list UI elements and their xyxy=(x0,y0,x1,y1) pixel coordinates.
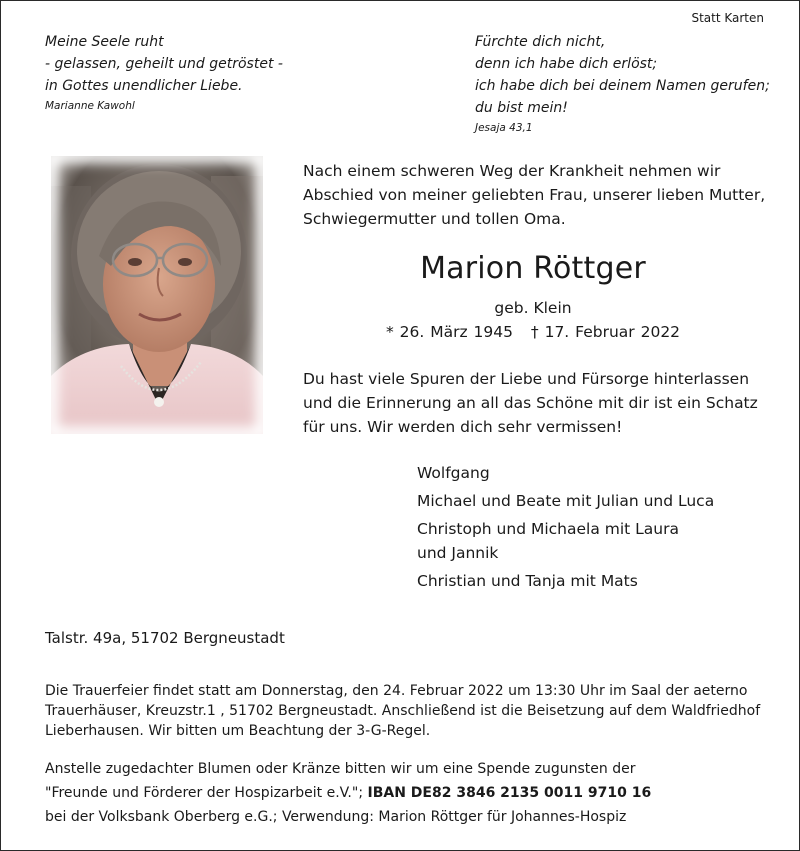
donation-line xyxy=(45,781,785,805)
funeral-line: Lieberhausen. Wir bitten um Beachtung der 3-G-Regel. xyxy=(45,723,431,739)
intro-line: Schwiegermutter und tollen Oma. xyxy=(303,210,566,228)
family-member: Michael und Beate mit Julian und Luca xyxy=(417,492,715,510)
quote-right-line: denn ich habe dich erlöst; xyxy=(475,56,658,72)
donation-line: bei der Volksbank Oberberg e.G.; Verwendung: Marion Röttger für Johannes-Hospiz xyxy=(45,809,627,825)
quote-left-line: in Gottes unendlicher Liebe. xyxy=(45,78,243,94)
donation-iban: IBAN DE82 3846 2135 0011 9710 16 xyxy=(367,785,652,801)
deceased-name: Marion Röttger xyxy=(420,251,646,286)
quote-left-line: Meine Seele ruht xyxy=(45,34,164,50)
funeral-line: Trauerhäuser, Kreuzstr.1 , 51702 Bergneustadt. Anschließend ist die Beisetzung auf dem Waldfriedhof xyxy=(45,703,761,719)
portrait-photo xyxy=(51,156,263,434)
donation-line: Anstelle zugedachter Blumen oder Kränze bitten wir um eine Spende zugunsten der xyxy=(45,761,636,777)
quote-right-line: Fürchte dich nicht, xyxy=(475,34,606,50)
life-dates xyxy=(303,323,763,341)
death-date: † 17. Februar 2022 xyxy=(530,323,681,341)
funeral-info xyxy=(45,681,785,741)
message-line: Du hast viele Spuren der Liebe und Fürsorge hinterlassen xyxy=(303,370,750,388)
family-list xyxy=(417,461,717,597)
family-member: Christian und Tanja mit Mats xyxy=(417,572,638,590)
family-member-line: Christoph und Michaela mit Laura xyxy=(417,520,679,538)
donation-info xyxy=(45,757,785,829)
quote-left-line: - gelassen, geheilt und getröstet - xyxy=(45,56,283,72)
farewell-message xyxy=(303,367,783,439)
family-member xyxy=(417,517,717,565)
quote-right-source: Jesaja 43,1 xyxy=(475,122,533,134)
quote-right xyxy=(475,31,770,137)
birth-date: * 26. März 1945 xyxy=(385,323,513,341)
intro-line: Nach einem schweren Weg der Krankheit nehmen wir xyxy=(303,162,721,180)
message-line: und die Erinnerung an all das Schöne mit dir ist ein Schatz xyxy=(303,394,758,412)
funeral-line: Die Trauerfeier findet statt am Donnerstag, den 24. Februar 2022 um 13:30 Uhr im Saal der aeterno xyxy=(45,683,748,699)
quote-right-line: du bist mein! xyxy=(475,100,568,116)
quote-left xyxy=(45,31,283,115)
family-member-continuation: und Jannik xyxy=(417,544,499,562)
address: Talstr. 49a, 51702 Bergneustadt xyxy=(45,629,285,647)
portrait-illustration xyxy=(51,156,263,434)
family-member: Wolfgang xyxy=(417,464,490,482)
message-line: für uns. Wir werden dich sehr vermissen! xyxy=(303,418,623,436)
quote-left-source: Marianne Kawohl xyxy=(45,100,135,112)
donation-recipient: "Freunde und Förderer der Hospizarbeit e.V."; xyxy=(45,785,368,801)
birth-name: geb. Klein xyxy=(494,299,572,317)
intro-text xyxy=(303,159,783,231)
quote-right-line: ich habe dich bei deinem Namen gerufen; xyxy=(475,78,770,94)
intro-line: Abschied von meiner geliebten Frau, unserer lieben Mutter, xyxy=(303,186,766,204)
statt-karten-label: Statt Karten xyxy=(691,11,764,25)
